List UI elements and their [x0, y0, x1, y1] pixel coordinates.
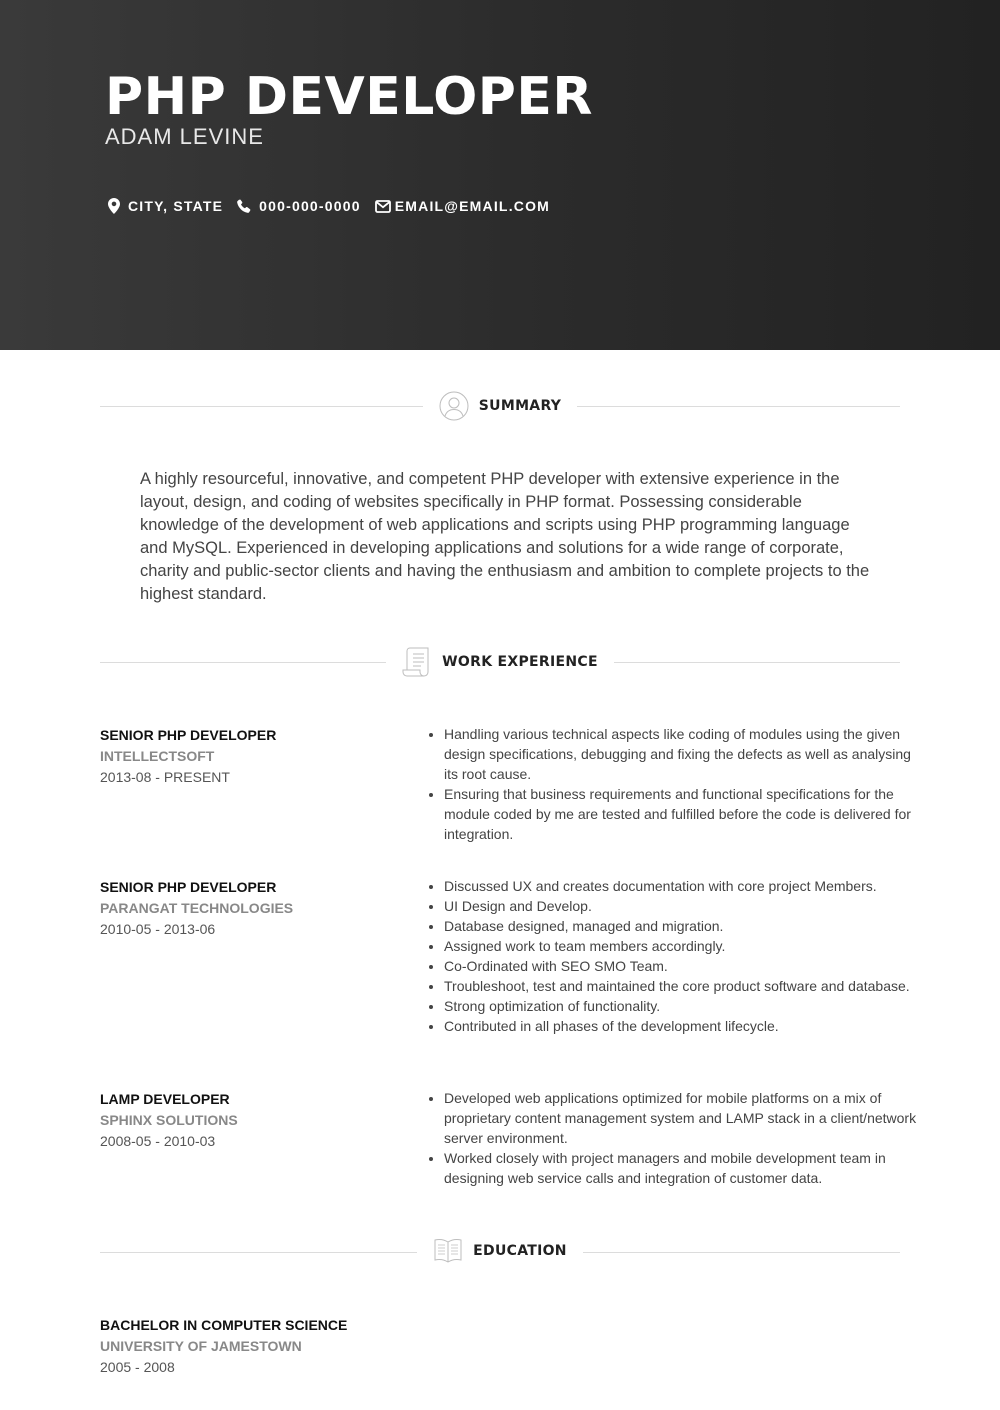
scroll-icon: [402, 646, 432, 678]
job-company: SPHINX SOLUTIONS: [100, 1112, 238, 1128]
user-icon: [439, 391, 469, 421]
contact-bar: [108, 196, 564, 216]
job-bullet: • Handling various technical aspects like coding of modules using the given design specifications, debugging and fixing the defects as well as analysing its root cause.: [444, 724, 922, 784]
job-bullet: • Worked closely with project managers and mobile development team in designing web service calls and integration of customer data.: [444, 1148, 922, 1188]
job-dates: 2010-05 - 2013-06: [100, 921, 216, 937]
job-bullet: • Developed web applications optimized for mobile platforms on a mix of proprietary content management system and LAMP stack in a client/network server environment.: [444, 1088, 922, 1148]
job-position: SENIOR PHP DEVELOPER: [100, 727, 277, 743]
job-bullet: • Database designed, managed and migration.: [444, 916, 922, 936]
job-company: INTELLECTSOFT: [100, 748, 215, 764]
job-bullets: [424, 876, 922, 1036]
contact-location: [108, 198, 223, 214]
job-dates: 2008-05 - 2010-03: [100, 1133, 216, 1149]
contact-phone: [237, 198, 361, 214]
job-position: SENIOR PHP DEVELOPER: [100, 879, 277, 895]
job-bullet: • Assigned work to team members accordingly.: [444, 936, 922, 956]
degree: BACHELOR IN COMPUTER SCIENCE: [100, 1317, 348, 1333]
job-title: PHP DEVELOPER: [105, 67, 593, 127]
resume-header: [0, 0, 1000, 350]
summary-heading: SUMMARY: [478, 398, 562, 414]
email-text: EMAIL@EMAIL.COM: [394, 198, 551, 214]
job-dates: 2013-08 - PRESENT: [100, 769, 230, 785]
book-icon: [433, 1237, 463, 1265]
phone-icon: [237, 199, 251, 213]
person-name: ADAM LEVINE: [105, 124, 264, 149]
job-bullet: • Troubleshoot, test and maintained the core product software and database.: [444, 976, 922, 996]
phone-text: 000-000-0000: [259, 198, 361, 214]
job-bullet: • Discussed UX and creates documentation with core project Members.: [444, 876, 922, 896]
education-dates: 2005 - 2008: [100, 1359, 175, 1375]
location-text: CITY, STATE: [128, 198, 224, 214]
map-pin-icon: [108, 198, 120, 214]
summary-section-header: [0, 391, 1000, 421]
summary-text: A highly resourceful, innovative, and competent PHP developer with extensive experience in the layout, design, and coding of websites specifically in PHP format. Possessing considerable knowledge of the development of web applications and scripts using PHP programming language and MySQL. Experienced in developing applications and solutions for a wide range of corporate, charity and public-sector clients and having the enthusiasm and ambition to complete projects to the highest standard.: [140, 470, 870, 603]
job-bullet: • Contributed in all phases of the development lifecycle.: [444, 1016, 922, 1036]
job-bullet: • Strong optimization of functionality.: [444, 996, 922, 1016]
job-position: LAMP DEVELOPER: [100, 1091, 230, 1107]
job-bullet: • Co-Ordinated with SEO SMO Team.: [444, 956, 922, 976]
job-bullets: [424, 724, 922, 844]
job-bullet: • UI Design and Develop.: [444, 896, 922, 916]
experience-heading: WORK EXPERIENCE: [442, 654, 598, 670]
job-bullets: [424, 1088, 922, 1188]
education-section-header: [0, 1237, 1000, 1265]
school: UNIVERSITY OF JAMESTOWN: [100, 1338, 302, 1354]
experience-section-header: [0, 646, 1000, 678]
job-bullet: • Ensuring that business requirements and functional specifications for the module coded by me are tested and fulfilled before the code is delivered for integration.: [444, 784, 922, 844]
envelope-icon: [375, 200, 391, 213]
job-company: PARANGAT TECHNOLOGIES: [100, 900, 294, 916]
contact-email: [375, 198, 550, 214]
education-heading: EDUCATION: [473, 1243, 567, 1259]
